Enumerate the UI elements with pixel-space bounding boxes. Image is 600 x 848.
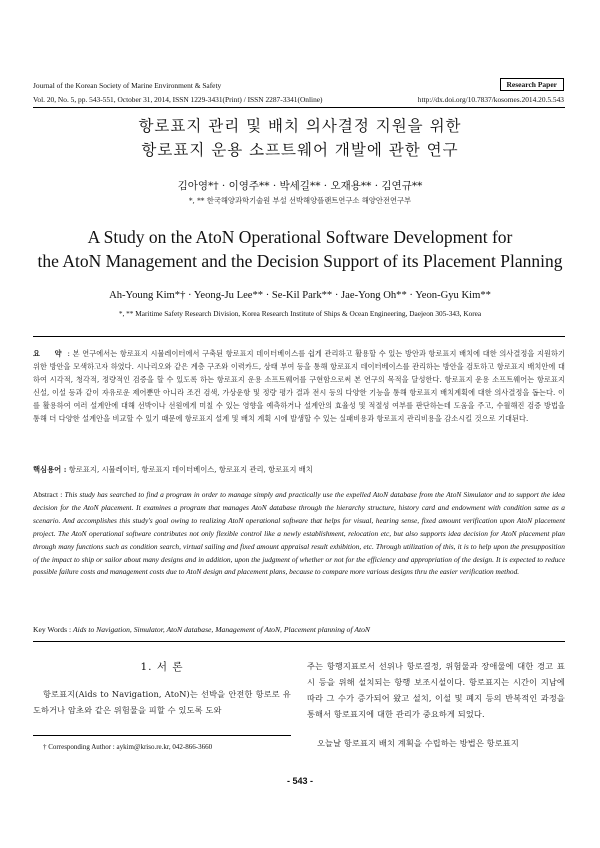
- title-english-line1: A Study on the AtoN Operational Software Development for: [87, 227, 513, 247]
- intro-paragraph-left: 항로표지(Aids to Navigation, AtoN)는 선박을 안전한 항로로 유도하거나 암초와 같은 위험물을 피할 수 있도록 도와: [33, 689, 291, 715]
- intro-paragraph-right-2: 오늘날 항로표지 배치 계획을 수립하는 방법은 항로표지: [317, 738, 519, 748]
- abstract-korean-label: 요 약: [33, 349, 68, 358]
- abstract-english-text: This study has searched to find a program in order to manage simply and practically use the expelled AtoN database from the AtoN Simulator and to support the idea decision for the AtoN placement. It examines a program that manages AtoN database through the hierarchy structure, history card and endowment with condition same as a scenario. And accomplishes this study's goal owing to realizing AtoN operational software that helps for visual, hearing sense, fixed amount verification upon AtoN placement project. The AtoN operational software contributes not only flexible control like a newly establishment, relocation etc, but also supports idea decision for AtoN placement plan through many functions such as condition search, virtual sailing and fixed amount appraisal result exhibition, etc. Through utilization of this, it is to help upon the presupposition of the impact to ship or sailor about many designs and in addition, upon the judgment of whether or not for the efficiency and appropriation of the design. It is expected to reduce possible failure costs and management costs due to AtoN design and placement plans, because to compare more various designs thru the easier verification method.: [33, 490, 565, 577]
- article-type-badge: Research Paper: [500, 78, 564, 91]
- affiliation-english: *, ** Maritime Safety Research Division, Korea Research Institute of Ships & Ocean Engineering, Daejeon 305-343, Korea: [118, 309, 482, 318]
- volume-info: Vol. 20, No. 5, pp. 543-551, October 31, 2014, ISSN 1229-3431(Print) / ISSN 2287-3341(Online): [33, 95, 323, 104]
- authors-korean: 김아영*† · 이영주** · 박세길** · 오재용** · 김연규**: [177, 180, 423, 192]
- section-heading-introduction: 1. 서 론: [140, 661, 184, 673]
- keywords-korean-label: 핵심용어 :: [33, 465, 67, 474]
- authors-english: Ah-Young Kim*† · Yeong-Ju Lee** · Se-Kil Park** · Jae-Yong Oh** · Yeon-Gyu Kim**: [109, 290, 491, 301]
- footnote-rule: [33, 735, 291, 736]
- abstract-korean: [33, 347, 565, 426]
- journal-name: Journal of the Korean Society of Marine Environment & Safety: [33, 81, 222, 90]
- title-korean-line1: 항로표지 관리 및 배치 의사결정 지원을 위한: [138, 117, 462, 135]
- keywords-korean-text: 항로표지, 시뮬레이터, 항로표지 데이터베이스, 항로표지 관리, 항로표지 배치: [68, 465, 313, 474]
- abstract-top-rule: [33, 336, 565, 337]
- affiliation-korean: *, ** 한국해양과학기술원 부설 선박해양플랜트연구소 해양안전연구부: [188, 196, 412, 205]
- abstract-english: [33, 489, 565, 579]
- title-english-line2: the AtoN Management and the Decision Support of its Placement Planning: [37, 251, 563, 271]
- keywords-english-label: Key Words :: [33, 625, 72, 634]
- header-rule: [33, 107, 565, 108]
- doi-link[interactable]: http://dx.doi.org/10.7837/kosomes.2014.20.5.543: [417, 95, 564, 104]
- page-number: - 543 -: [286, 776, 313, 786]
- keywords-english-text: Aids to Navigation, Simulator, AtoN database, Management of AtoN, Placement planning of AtoN: [72, 625, 370, 634]
- corresponding-author-footnote: † Corresponding Author : aykim@kriso.re.kr, 042-866-3660: [43, 743, 213, 751]
- abstract-korean-text: : 본 연구에서는 항로표지 시뮬레이터에서 구축된 항로표지 데이터베이스를 쉽게 관리하고 활용할 수 있는 방안과 항로표지 배치에 대한 의사결정을 지원하기 위한 방안을 모색하고자 하였다. 시나리오와 같은 계층 구조와 이력카드, 상태 부여 등을 통해 항로표지 데이터베이스를 관리하는 방안을 검토하고 항로표지 배치안에 대하여 시각적, 청각적, 정량적인 검증을 할 수 있도록 하는 항로표지 운용 소프트웨어를 구현함으로써 본 연구의 목적을 달성한다. 항로표지 운용 소프트웨어는 항로표지 신설, 이설 등과 같이 자유로운 제어뿐만 아니라 조건 검색, 가상운항 및 정량 평가 결과 전시 등의 다양한 기능을 통해 항로표지 배치계획에 대한 의사결정을 돕는다. 이를 활용하여 여러 설계안에 대해 선박이나 선원에게 미칠 수 있는 영향을 예측하거나 설계안의 효율성 및 적절성 여부를 판단하는데 도움을 주고, 수월해진 검증 방법을 통해 더 다양한 설계안을 비교할 수 있기 때문에 항로표지 설계 및 배치 계획 시에 발생할 수 있는 실패비용과 항로표지 관리비용을 감소시킬 것으로 기대된다.: [33, 349, 565, 424]
- abstract-english-label: Abstract :: [33, 490, 63, 499]
- intro-paragraph-right-1: 주는 항행지표로서 선위나 항로결정, 위험물과 장애물에 대한 경고 표시 등을 위해 설치되는 항행 보조시설이다. 항로표지는 시간이 지남에 따라 그 수가 증가되어 왔고 설치, 이설 및 폐지 등의 반복적인 과정을 통해서 항로표지에 대한 관리가 중요하게 되었다.: [307, 661, 565, 719]
- abstract-bottom-rule: [33, 641, 565, 642]
- title-korean-line2: 항로표지 운용 소프트웨어 개발에 관한 연구: [141, 141, 459, 159]
- keywords-korean: [33, 465, 565, 475]
- keywords-english: [33, 625, 565, 634]
